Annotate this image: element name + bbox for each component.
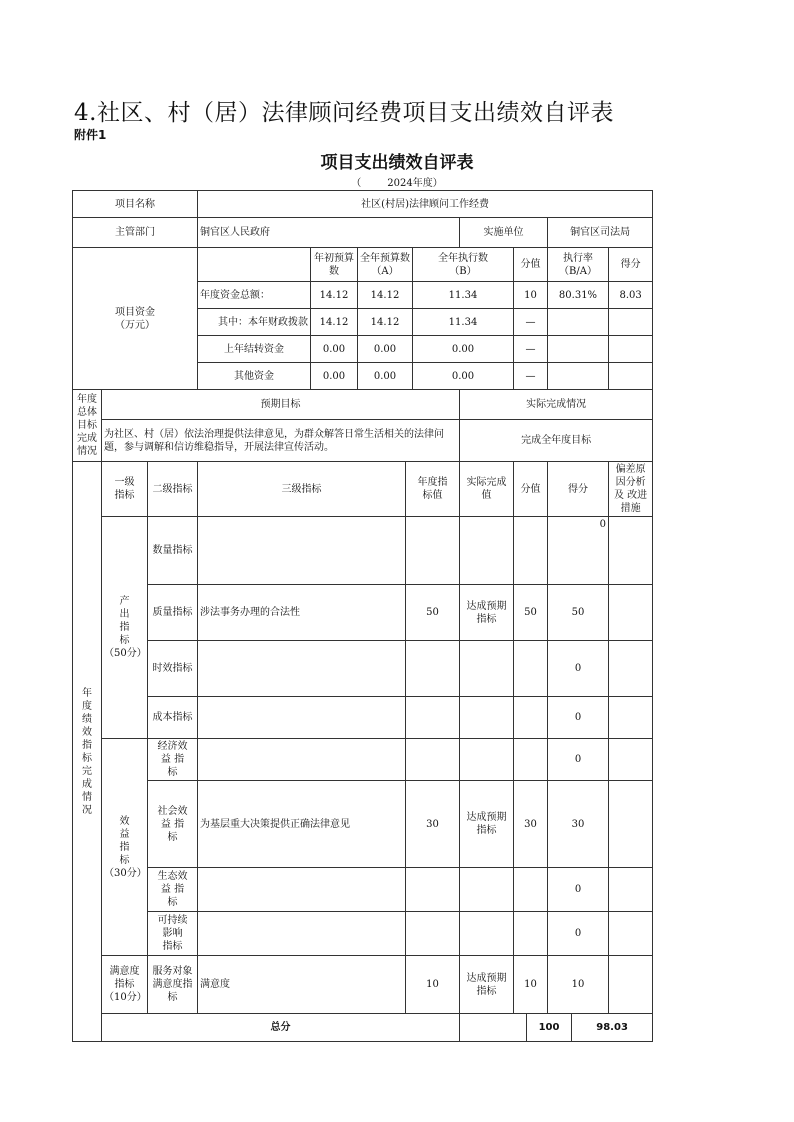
score-value: 10 <box>514 956 548 1014</box>
header-level3: 三级指标 <box>198 462 406 517</box>
actual-completion-text: 完成全年度目标 <box>460 420 653 462</box>
actual-value <box>460 641 514 697</box>
dept-value: 铜官区人民政府 <box>198 218 460 248</box>
funds-initial: 0.00 <box>311 336 358 363</box>
total-score-value: 100 <box>527 1014 572 1042</box>
remarks <box>609 868 653 912</box>
score: 0 <box>548 697 609 739</box>
total-label: 总分 <box>102 1014 460 1042</box>
level3-indicator <box>198 697 406 739</box>
remarks <box>609 912 653 956</box>
project-name-label: 项目名称 <box>73 191 198 218</box>
score: 10 <box>548 956 609 1014</box>
target-value <box>406 517 460 585</box>
target-value: 10 <box>406 956 460 1014</box>
target-value <box>406 641 460 697</box>
actual-value: 达成预期 指标 <box>460 781 514 868</box>
level3-indicator: 满意度 <box>198 956 406 1014</box>
header-score-value: 分值 <box>514 462 548 517</box>
funds-initial: 0.00 <box>311 363 358 390</box>
total-score: 98.03 <box>572 1014 653 1042</box>
target-value <box>406 697 460 739</box>
funds-label: 项目资金 （万元） <box>73 248 198 390</box>
funds-rate <box>548 336 609 363</box>
score: 0 <box>548 739 609 781</box>
funds-score: 8.03 <box>609 282 653 309</box>
actual-value: 达成预期 指标 <box>460 585 514 641</box>
remarks <box>609 697 653 739</box>
funds-header-blank <box>198 248 311 282</box>
header-remarks: 偏差原因分析 及 改进措施 <box>609 462 653 517</box>
funds-score <box>609 363 653 390</box>
actual-completion-header: 实际完成情况 <box>460 390 653 420</box>
level2-indicator: 质量指标 <box>148 585 198 641</box>
header-score-value: 分值 <box>514 248 548 282</box>
header-score: 得分 <box>609 248 653 282</box>
group-satisfaction: 满意度 指标 （10分） <box>102 956 148 1014</box>
level3-indicator <box>198 912 406 956</box>
funds-score-value: — <box>514 363 548 390</box>
score-value <box>514 517 548 585</box>
score-value: 50 <box>514 585 548 641</box>
expected-goal-text: 为社区、村（居）依法治理提供法律意见，为群众解答日常生活相关的法律问题，参与调解和信访维稳指导，开展法律宣传活动。 <box>102 420 460 462</box>
funds-row-label: 其中：本年财政拨款 <box>198 309 311 336</box>
actual-value <box>460 912 514 956</box>
year-open-paren: （ <box>351 178 362 189</box>
level3-indicator: 为基层重大决策提供正确法律意见 <box>198 781 406 868</box>
remarks <box>609 781 653 868</box>
actual-value <box>460 697 514 739</box>
funds-row-label: 年度资金总额： <box>198 282 311 309</box>
funds-rate <box>548 309 609 336</box>
remarks <box>609 585 653 641</box>
document-title: 4.社区、村（居）法律顾问经费项目支出绩效自评表 <box>74 100 614 126</box>
target-value <box>406 868 460 912</box>
group-output: 产 出 指 标 （50分） <box>102 517 148 739</box>
score: 50 <box>548 585 609 641</box>
funds-full: 14.12 <box>358 309 413 336</box>
header-score: 得分 <box>548 462 609 517</box>
impl-unit-value: 铜官区司法局 <box>548 218 653 248</box>
funds-exec: 0.00 <box>413 363 514 390</box>
remarks <box>609 517 653 585</box>
level2-indicator: 生态效 益 指 标 <box>148 868 198 912</box>
remarks <box>609 641 653 697</box>
level2-indicator: 成本指标 <box>148 697 198 739</box>
funds-row-label: 上年结转资金 <box>198 336 311 363</box>
score: 0 <box>548 517 609 585</box>
attachment-label: 附件1 <box>74 128 107 142</box>
level3-indicator <box>198 739 406 781</box>
level2-indicator: 可持续 影响 指标 <box>148 912 198 956</box>
level3-indicator <box>198 868 406 912</box>
year-label: 2024年度） <box>387 178 443 189</box>
level2-indicator: 社会效 益 指 标 <box>148 781 198 868</box>
group-benefit: 效 益 指 标 （30分） <box>102 739 148 956</box>
header-execution: 全年执行数 （B） <box>413 248 514 282</box>
score-value <box>514 697 548 739</box>
self-evaluation-table <box>72 190 653 1042</box>
funds-score-value: — <box>514 309 548 336</box>
score-value <box>514 868 548 912</box>
header-level2: 二级指标 <box>148 462 198 517</box>
target-value <box>406 912 460 956</box>
funds-full: 14.12 <box>358 282 413 309</box>
funds-rate: 80.31% <box>548 282 609 309</box>
actual-value: 达成预期 指标 <box>460 956 514 1014</box>
funds-initial: 14.12 <box>311 309 358 336</box>
level3-indicator <box>198 641 406 697</box>
perf-section-label: 年 度 绩 效 指 标 完 成 情 况 <box>73 462 102 1042</box>
funds-score <box>609 336 653 363</box>
remarks <box>609 739 653 781</box>
year-line <box>0 174 794 189</box>
funds-initial: 14.12 <box>311 282 358 309</box>
actual-value <box>460 517 514 585</box>
table-title: 项目支出绩效自评表 <box>320 153 474 173</box>
score-value <box>514 641 548 697</box>
score-value <box>514 739 548 781</box>
header-target: 年度指 标值 <box>406 462 460 517</box>
total-blank <box>460 1014 527 1042</box>
expected-goal-header: 预期目标 <box>102 390 460 420</box>
funds-exec: 11.34 <box>413 282 514 309</box>
header-full-budget: 全年预算数 （A） <box>358 248 413 282</box>
score: 0 <box>548 868 609 912</box>
target-value: 50 <box>406 585 460 641</box>
header-actual: 实际完成 值 <box>460 462 514 517</box>
project-name-value: 社区(村居)法律顾问工作经费 <box>198 191 653 218</box>
level2-indicator: 服务对象 满意度指 标 <box>148 956 198 1014</box>
dept-label: 主管部门 <box>73 218 198 248</box>
funds-score <box>609 309 653 336</box>
funds-score-value: 10 <box>514 282 548 309</box>
funds-exec: 0.00 <box>413 336 514 363</box>
level2-indicator: 经济效 益 指 标 <box>148 739 198 781</box>
overall-goal-label: 年度 总体 目标 完成 情况 <box>73 390 102 462</box>
header-exec-rate: 执行率 （B/A） <box>548 248 609 282</box>
header-level1: 一级 指标 <box>102 462 148 517</box>
impl-unit-label: 实施单位 <box>460 218 548 248</box>
score-value <box>514 912 548 956</box>
score: 0 <box>548 641 609 697</box>
actual-value <box>460 868 514 912</box>
target-value <box>406 739 460 781</box>
level2-indicator: 数量指标 <box>148 517 198 585</box>
level2-indicator: 时效指标 <box>148 641 198 697</box>
score: 30 <box>548 781 609 868</box>
funds-full: 0.00 <box>358 336 413 363</box>
funds-row-label: 其他资金 <box>198 363 311 390</box>
level3-indicator: 涉法事务办理的合法性 <box>198 585 406 641</box>
funds-full: 0.00 <box>358 363 413 390</box>
funds-exec: 11.34 <box>413 309 514 336</box>
actual-value <box>460 739 514 781</box>
funds-rate <box>548 363 609 390</box>
remarks <box>609 956 653 1014</box>
target-value: 30 <box>406 781 460 868</box>
funds-score-value: — <box>514 336 548 363</box>
level3-indicator <box>198 517 406 585</box>
header-initial-budget: 年初预算数 <box>311 248 358 282</box>
score: 0 <box>548 912 609 956</box>
score-value: 30 <box>514 781 548 868</box>
